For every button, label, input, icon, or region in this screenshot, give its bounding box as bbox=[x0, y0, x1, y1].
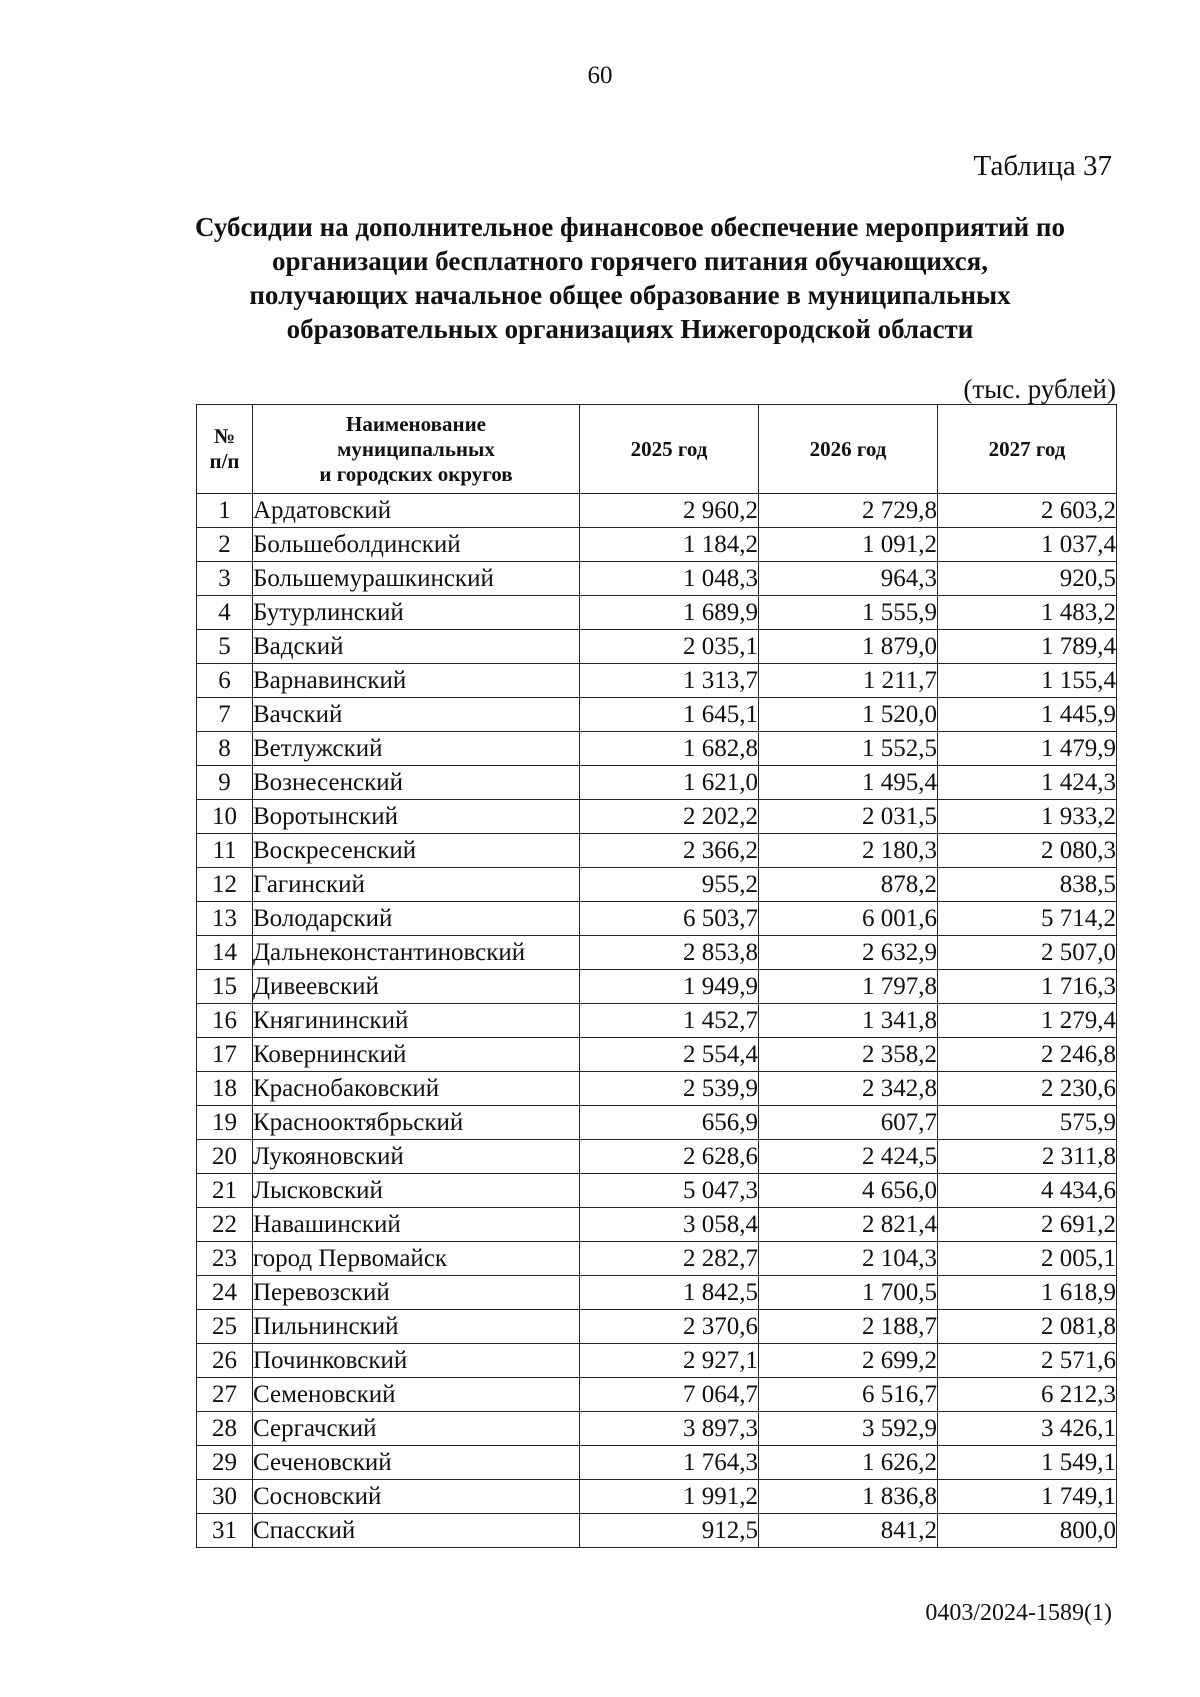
value-2025: 2 539,9 bbox=[580, 1072, 759, 1106]
table-row bbox=[197, 1004, 1117, 1038]
table-row bbox=[197, 1276, 1117, 1310]
municipality-name: Большемурашкинский bbox=[253, 562, 580, 596]
table-row bbox=[197, 1038, 1117, 1072]
value-2026: 2 821,4 bbox=[759, 1208, 938, 1242]
table-row bbox=[197, 1378, 1117, 1412]
value-2027: 2 005,1 bbox=[938, 1242, 1117, 1276]
value-2026: 1 211,7 bbox=[759, 664, 938, 698]
table-row bbox=[197, 1208, 1117, 1242]
value-2025: 3 058,4 bbox=[580, 1208, 759, 1242]
value-2026: 878,2 bbox=[759, 868, 938, 902]
row-number: 25 bbox=[197, 1310, 253, 1344]
table-row bbox=[197, 1514, 1117, 1548]
value-2027: 1 445,9 bbox=[938, 698, 1117, 732]
value-2025: 912,5 bbox=[580, 1514, 759, 1548]
municipality-name: Семеновский bbox=[253, 1378, 580, 1412]
table-row bbox=[197, 902, 1117, 936]
table-row bbox=[197, 1480, 1117, 1514]
row-number: 30 bbox=[197, 1480, 253, 1514]
municipality-name: Перевозский bbox=[253, 1276, 580, 1310]
value-2027: 1 279,4 bbox=[938, 1004, 1117, 1038]
row-number: 23 bbox=[197, 1242, 253, 1276]
value-2026: 2 188,7 bbox=[759, 1310, 938, 1344]
row-number: 17 bbox=[197, 1038, 253, 1072]
municipality-name: город Первомайск bbox=[253, 1242, 580, 1276]
value-2025: 656,9 bbox=[580, 1106, 759, 1140]
table-row bbox=[197, 970, 1117, 1004]
table-row bbox=[197, 800, 1117, 834]
row-number: 5 bbox=[197, 630, 253, 664]
value-2027: 2 246,8 bbox=[938, 1038, 1117, 1072]
value-2026: 1 836,8 bbox=[759, 1480, 938, 1514]
value-2027: 800,0 bbox=[938, 1514, 1117, 1548]
value-2025: 2 035,1 bbox=[580, 630, 759, 664]
row-number: 18 bbox=[197, 1072, 253, 1106]
row-number: 20 bbox=[197, 1140, 253, 1174]
value-2026: 1 520,0 bbox=[759, 698, 938, 732]
table-row bbox=[197, 834, 1117, 868]
row-number: 2 bbox=[197, 528, 253, 562]
subsidies-table bbox=[196, 404, 1117, 1548]
value-2025: 1 184,2 bbox=[580, 528, 759, 562]
value-2025: 5 047,3 bbox=[580, 1174, 759, 1208]
value-2027: 1 933,2 bbox=[938, 800, 1117, 834]
value-2026: 1 552,5 bbox=[759, 732, 938, 766]
row-number: 24 bbox=[197, 1276, 253, 1310]
value-2026: 1 626,2 bbox=[759, 1446, 938, 1480]
row-number: 1 bbox=[197, 494, 253, 528]
table-row bbox=[197, 664, 1117, 698]
value-2026: 2 342,8 bbox=[759, 1072, 938, 1106]
value-2026: 6 001,6 bbox=[759, 902, 938, 936]
municipality-name: Спасский bbox=[253, 1514, 580, 1548]
municipality-name: Дальнеконстантиновский bbox=[253, 936, 580, 970]
value-2026: 6 516,7 bbox=[759, 1378, 938, 1412]
value-2026: 2 632,9 bbox=[759, 936, 938, 970]
value-2027: 5 714,2 bbox=[938, 902, 1117, 936]
row-number: 14 bbox=[197, 936, 253, 970]
value-2027: 1 483,2 bbox=[938, 596, 1117, 630]
value-2026: 2 031,5 bbox=[759, 800, 938, 834]
table-row bbox=[197, 698, 1117, 732]
value-2026: 1 879,0 bbox=[759, 630, 938, 664]
value-2026: 2 358,2 bbox=[759, 1038, 938, 1072]
value-2025: 7 064,7 bbox=[580, 1378, 759, 1412]
value-2026: 1 797,8 bbox=[759, 970, 938, 1004]
value-2027: 2 571,6 bbox=[938, 1344, 1117, 1378]
value-2026: 2 424,5 bbox=[759, 1140, 938, 1174]
value-2025: 2 853,8 bbox=[580, 936, 759, 970]
value-2025: 955,2 bbox=[580, 868, 759, 902]
value-2025: 2 554,4 bbox=[580, 1038, 759, 1072]
row-number: 26 bbox=[197, 1344, 253, 1378]
value-2027: 2 691,2 bbox=[938, 1208, 1117, 1242]
municipality-name: Краснобаковский bbox=[253, 1072, 580, 1106]
value-2026: 841,2 bbox=[759, 1514, 938, 1548]
row-number: 8 bbox=[197, 732, 253, 766]
value-2026: 2 180,3 bbox=[759, 834, 938, 868]
value-2027: 575,9 bbox=[938, 1106, 1117, 1140]
header-2026: 2026 год bbox=[759, 405, 938, 494]
value-2026: 607,7 bbox=[759, 1106, 938, 1140]
municipality-name: Сергачский bbox=[253, 1412, 580, 1446]
title-line-3: получающих начальное общее образование в муниципальных bbox=[249, 280, 1011, 310]
header-2027: 2027 год bbox=[938, 405, 1117, 494]
table-body bbox=[197, 494, 1117, 1548]
value-2025: 1 645,1 bbox=[580, 698, 759, 732]
table-row bbox=[197, 1344, 1117, 1378]
value-2026: 1 091,2 bbox=[759, 528, 938, 562]
municipality-name: Пильнинский bbox=[253, 1310, 580, 1344]
value-2027: 2 507,0 bbox=[938, 936, 1117, 970]
municipality-name: Ветлужский bbox=[253, 732, 580, 766]
municipality-name: Лысковский bbox=[253, 1174, 580, 1208]
table-row bbox=[197, 1106, 1117, 1140]
value-2027: 3 426,1 bbox=[938, 1412, 1117, 1446]
row-number: 4 bbox=[197, 596, 253, 630]
value-2025: 1 842,5 bbox=[580, 1276, 759, 1310]
table-row bbox=[197, 1140, 1117, 1174]
row-number: 16 bbox=[197, 1004, 253, 1038]
value-2027: 1 424,3 bbox=[938, 766, 1117, 800]
municipality-name: Ардатовский bbox=[253, 494, 580, 528]
municipality-name: Дивеевский bbox=[253, 970, 580, 1004]
title-line-1: Субсидии на дополнительное финансовое обеспечение мероприятий по bbox=[195, 212, 1065, 242]
value-2027: 2 081,8 bbox=[938, 1310, 1117, 1344]
value-2025: 2 628,6 bbox=[580, 1140, 759, 1174]
table-row bbox=[197, 630, 1117, 664]
header-name: Наименование муниципальных и городских округов bbox=[253, 405, 580, 494]
table-row bbox=[197, 936, 1117, 970]
value-2025: 2 370,6 bbox=[580, 1310, 759, 1344]
row-number: 12 bbox=[197, 868, 253, 902]
value-2027: 2 230,6 bbox=[938, 1072, 1117, 1106]
value-2025: 2 202,2 bbox=[580, 800, 759, 834]
table-row bbox=[197, 1310, 1117, 1344]
row-number: 19 bbox=[197, 1106, 253, 1140]
table-row bbox=[197, 732, 1117, 766]
municipality-name: Воскресенский bbox=[253, 834, 580, 868]
table-header-row bbox=[197, 405, 1117, 494]
value-2025: 2 960,2 bbox=[580, 494, 759, 528]
value-2025: 1 764,3 bbox=[580, 1446, 759, 1480]
table-row bbox=[197, 766, 1117, 800]
title-line-4: образовательных организациях Нижегородской области bbox=[286, 314, 974, 344]
table-row bbox=[197, 562, 1117, 596]
value-2027: 1 037,4 bbox=[938, 528, 1117, 562]
value-2027: 1 155,4 bbox=[938, 664, 1117, 698]
municipality-name: Вознесенский bbox=[253, 766, 580, 800]
value-2026: 2 729,8 bbox=[759, 494, 938, 528]
value-2025: 1 991,2 bbox=[580, 1480, 759, 1514]
value-2026: 2 699,2 bbox=[759, 1344, 938, 1378]
table-row bbox=[197, 868, 1117, 902]
municipality-name: Варнавинский bbox=[253, 664, 580, 698]
value-2025: 2 927,1 bbox=[580, 1344, 759, 1378]
row-number: 13 bbox=[197, 902, 253, 936]
value-2027: 838,5 bbox=[938, 868, 1117, 902]
value-2027: 4 434,6 bbox=[938, 1174, 1117, 1208]
municipality-name: Воротынский bbox=[253, 800, 580, 834]
units-label: (тыс. рублей) bbox=[963, 374, 1116, 404]
value-2026: 1 555,9 bbox=[759, 596, 938, 630]
page-number: 60 bbox=[587, 62, 613, 89]
header-2025: 2025 год bbox=[580, 405, 759, 494]
municipality-name: Володарский bbox=[253, 902, 580, 936]
row-number: 9 bbox=[197, 766, 253, 800]
value-2027: 1 618,9 bbox=[938, 1276, 1117, 1310]
table-row bbox=[197, 1174, 1117, 1208]
value-2026: 4 656,0 bbox=[759, 1174, 938, 1208]
value-2027: 1 749,1 bbox=[938, 1480, 1117, 1514]
table-row bbox=[197, 494, 1117, 528]
row-number: 29 bbox=[197, 1446, 253, 1480]
municipality-name: Сосновский bbox=[253, 1480, 580, 1514]
row-number: 21 bbox=[197, 1174, 253, 1208]
municipality-name: Вачский bbox=[253, 698, 580, 732]
table-label: Таблица 37 bbox=[973, 150, 1112, 182]
table-row bbox=[197, 1446, 1117, 1480]
value-2025: 2 366,2 bbox=[580, 834, 759, 868]
value-2025: 6 503,7 bbox=[580, 902, 759, 936]
table-row bbox=[197, 596, 1117, 630]
value-2027: 920,5 bbox=[938, 562, 1117, 596]
value-2027: 1 789,4 bbox=[938, 630, 1117, 664]
municipality-name: Княгининский bbox=[253, 1004, 580, 1038]
row-number: 28 bbox=[197, 1412, 253, 1446]
value-2026: 1 700,5 bbox=[759, 1276, 938, 1310]
value-2026: 3 592,9 bbox=[759, 1412, 938, 1446]
value-2027: 1 716,3 bbox=[938, 970, 1117, 1004]
municipality-name: Вадский bbox=[253, 630, 580, 664]
value-2025: 1 048,3 bbox=[580, 562, 759, 596]
value-2026: 2 104,3 bbox=[759, 1242, 938, 1276]
row-number: 10 bbox=[197, 800, 253, 834]
value-2027: 1 479,9 bbox=[938, 732, 1117, 766]
value-2025: 1 621,0 bbox=[580, 766, 759, 800]
municipality-name: Гагинский bbox=[253, 868, 580, 902]
value-2027: 2 603,2 bbox=[938, 494, 1117, 528]
municipality-name: Лукояновский bbox=[253, 1140, 580, 1174]
municipality-name: Ковернинский bbox=[253, 1038, 580, 1072]
table-row bbox=[197, 528, 1117, 562]
value-2027: 2 311,8 bbox=[938, 1140, 1117, 1174]
value-2025: 1 452,7 bbox=[580, 1004, 759, 1038]
table-row bbox=[197, 1412, 1117, 1446]
table-row bbox=[197, 1072, 1117, 1106]
document-title bbox=[150, 210, 1110, 346]
row-number: 15 bbox=[197, 970, 253, 1004]
table-row bbox=[197, 1242, 1117, 1276]
value-2025: 1 313,7 bbox=[580, 664, 759, 698]
row-number: 22 bbox=[197, 1208, 253, 1242]
value-2025: 3 897,3 bbox=[580, 1412, 759, 1446]
value-2025: 1 949,9 bbox=[580, 970, 759, 1004]
value-2026: 964,3 bbox=[759, 562, 938, 596]
value-2025: 1 682,8 bbox=[580, 732, 759, 766]
value-2026: 1 341,8 bbox=[759, 1004, 938, 1038]
row-number: 27 bbox=[197, 1378, 253, 1412]
document-code: 0403/2024-1589(1) bbox=[925, 1600, 1112, 1626]
value-2027: 2 080,3 bbox=[938, 834, 1117, 868]
row-number: 11 bbox=[197, 834, 253, 868]
value-2027: 6 212,3 bbox=[938, 1378, 1117, 1412]
header-num: № п/п bbox=[197, 405, 253, 494]
municipality-name: Бутурлинский bbox=[253, 596, 580, 630]
row-number: 7 bbox=[197, 698, 253, 732]
row-number: 3 bbox=[197, 562, 253, 596]
row-number: 6 bbox=[197, 664, 253, 698]
municipality-name: Краснооктябрьский bbox=[253, 1106, 580, 1140]
value-2025: 1 689,9 bbox=[580, 596, 759, 630]
municipality-name: Починковский bbox=[253, 1344, 580, 1378]
value-2025: 2 282,7 bbox=[580, 1242, 759, 1276]
municipality-name: Большеболдинский bbox=[253, 528, 580, 562]
municipality-name: Сеченовский bbox=[253, 1446, 580, 1480]
value-2026: 1 495,4 bbox=[759, 766, 938, 800]
municipality-name: Навашинский bbox=[253, 1208, 580, 1242]
value-2027: 1 549,1 bbox=[938, 1446, 1117, 1480]
title-line-2: организации бесплатного горячего питания обучающихся, bbox=[272, 246, 988, 276]
row-number: 31 bbox=[197, 1514, 253, 1548]
